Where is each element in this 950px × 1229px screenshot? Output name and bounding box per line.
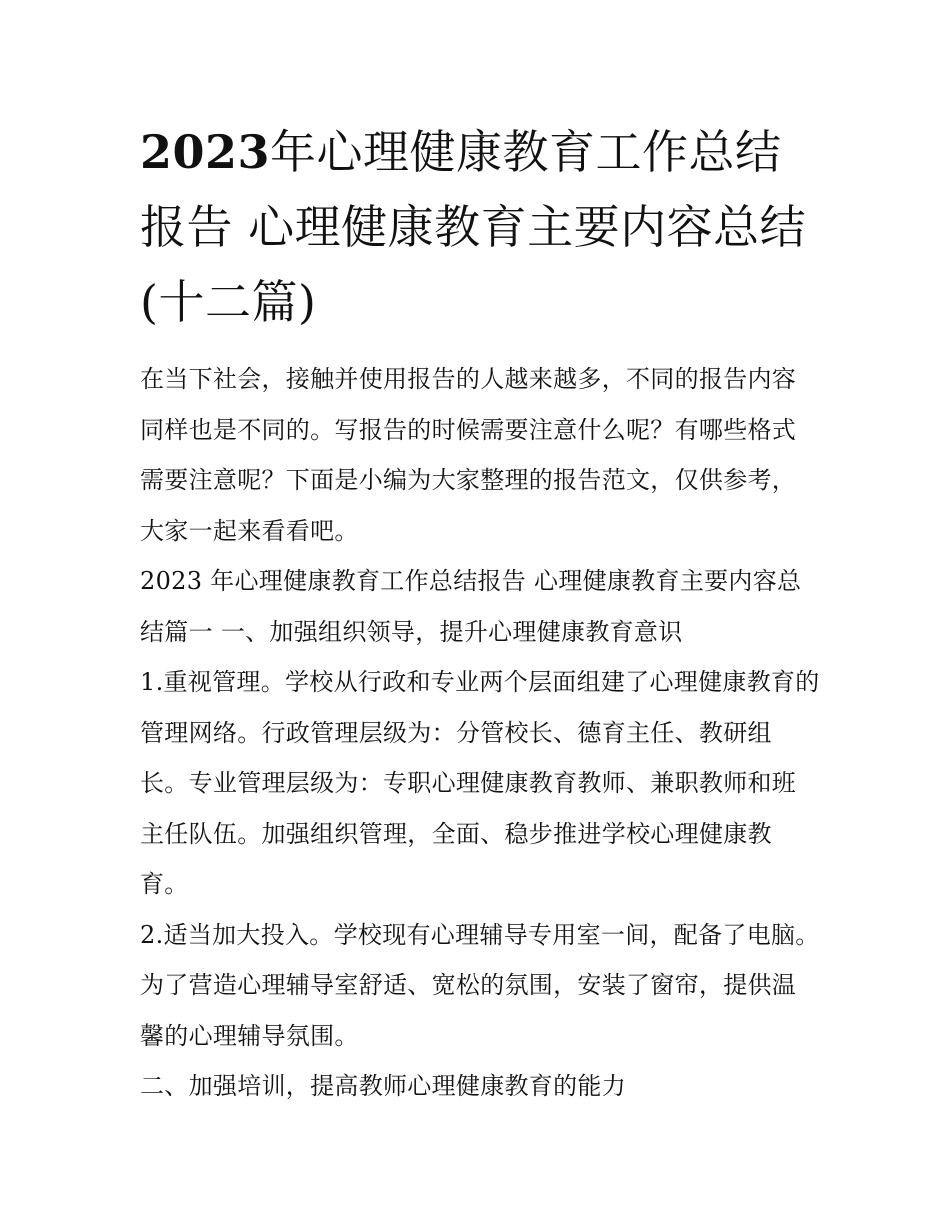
document-title <box>140 115 820 340</box>
title-year: 2023 <box>140 125 271 179</box>
intro-paragraph: 在当下社会，接触并使用报告的人越来越多，不同的报告内容同样也是不同的。写报告的时候需要注意什么呢？有哪些格式需要注意呢？下面是小编为大家整理的报告范文，仅供参考，大家一起来看看吧。 <box>140 365 797 545</box>
item-2-paragraph: 2.适当加大投入。学校现有心理辅导专用室一间，配备了电脑。为了营造心理辅导室舒适、宽松的氛围，安装了窗帘，提供温馨的心理辅导氛围。 <box>140 920 820 1050</box>
section-heading-paragraph: 2023 年心理健康教育工作总结报告 心理健康教育主要内容总结篇一 一、加强组织领导，提升心理健康教育意识 <box>140 567 802 646</box>
item-1-paragraph: 1.重视管理。学校从行政和专业两个层面组建了心理健康教育的管理网络。行政管理层级为：分管校长、德育主任、教研组长。专业管理层级为：专职心理健康教育教师、兼职教师和班主任队伍。加强组织管理，全面、稳步推进学校心理健康教育。 <box>140 668 820 898</box>
section-2-heading: 二、加强培训，提高教师心理健康教育的能力 <box>140 1072 626 1100</box>
title-text: 年心理健康教育工作总结报告 心理健康教育主要内容总结(十二篇) <box>140 125 807 329</box>
document-body <box>140 115 820 1112</box>
